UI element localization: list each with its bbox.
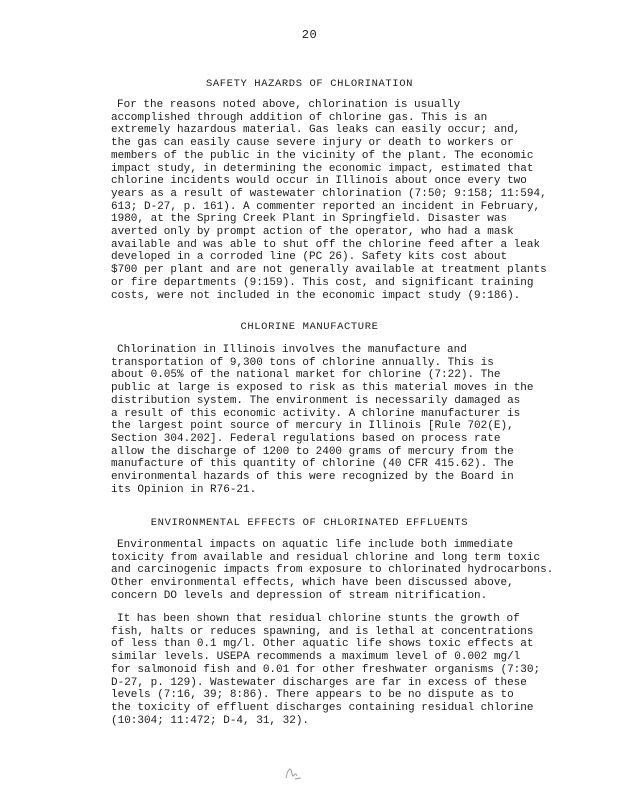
text-line: developed in a corroded line (PC 26). Safety kits cost about (111, 251, 508, 264)
text-line: Chlorination in Illinois involves the manufacture and (117, 344, 467, 356)
text-line: averted only by prompt action of the operator, who had a mask (111, 226, 514, 239)
text-line: Other environmental effects, which have been discussed above, (111, 577, 514, 590)
text-line: toxicity from available and residual chlorine and long term toxic (111, 551, 541, 564)
text-line: environmental hazards of this were recognized by the Board in (111, 471, 514, 484)
text-line: transportation of 9,300 tons of chlorine annually. This is (111, 356, 494, 369)
text-line: levels (7:16, 39; 8:86). There appears to be no dispute as to (111, 689, 514, 702)
text-line: the toxicity of effluent discharges containing residual chlorine (111, 701, 534, 714)
paragraph-chlorine-manufacture (111, 344, 557, 496)
text-line: costs, were not included in the economic impact study (9:186). (111, 289, 521, 302)
text-line: (10:304; 11:472; D-4, 31, 32). (111, 714, 310, 727)
text-line: Environmental impacts on aquatic life include both immediate (117, 539, 514, 551)
text-line: $700 per plant and are not generally available at treatment plants (111, 264, 547, 277)
text-line: about 0.05% of the national market for chlorine (7:22). The (111, 369, 501, 382)
text-line: Section 304.202]. Federal regulations based on process rate (111, 432, 501, 445)
text-line: distribution system. The environment is necessarily damaged as (111, 394, 521, 407)
handwritten-initials-mark (282, 762, 304, 784)
paragraph-safety-hazards (111, 99, 557, 302)
text-line: concern DO levels and depression of stream nitrification. (111, 589, 488, 602)
page-number: 20 (301, 28, 318, 42)
paragraph-residual-chlorine-toxicity (111, 613, 557, 727)
text-line: fish, halts or reduces spawning, and is lethal at concentrations (111, 625, 534, 638)
text-line: a result of this economic activity. A chlorine manufacturer is (111, 407, 521, 420)
text-line: For the reasons noted above, chlorination is usually (117, 99, 461, 111)
text-line: years as a result of wastewater chlorination (7:50; 9:158; 11:594, (111, 187, 547, 200)
text-line: for salmonoid fish and 0.01 for other freshwater organisms (7:30; (111, 663, 541, 676)
text-line: or fire departments (9:159). This cost, and significant training (111, 276, 534, 289)
section-heading-chlorine-manufacture: CHLORINE MANUFACTURE (240, 321, 379, 333)
text-line: public at large is exposed to risk as this material moves in the (111, 382, 534, 395)
text-line: members of the public in the vicinity of the plant. The economic (111, 149, 534, 162)
text-line: It has been shown that residual chlorine stunts the growth of (117, 613, 520, 625)
text-line: accomplished through addition of chlorine gas. This is an (111, 111, 488, 124)
text-line: the gas can easily cause severe injury or death to workers or (111, 137, 514, 150)
text-line: similar levels. USEPA recommends a maximum level of 0.002 mg/l (111, 651, 521, 664)
text-line: of less than 0.1 mg/l. Other aquatic life shows toxic effects at (111, 638, 534, 651)
text-line: 613; D-27, p. 161). A commenter reported an incident in February, (111, 200, 541, 213)
text-line: available and was able to shut off the chlorine feed after a leak (111, 238, 541, 251)
text-line: its Opinion in R76-21. (111, 483, 257, 496)
text-line: allow the discharge of 1200 to 2400 grams of mercury from the (111, 445, 514, 458)
paragraph-environmental-impacts (111, 539, 557, 603)
text-line: manufacture of this quantity of chlorine (40 CFR 415.62). The (111, 458, 514, 471)
section-heading-safety-hazards: SAFETY HAZARDS OF CHLORINATION (205, 78, 414, 90)
text-line: the largest point source of mercury in Illinois [Rule 702(E), (111, 420, 514, 433)
text-line: 1980, at the Spring Creek Plant in Springfield. Disaster was (111, 213, 508, 226)
text-line: chlorine incidents would occur in Illinois about once every two (111, 175, 527, 188)
text-line: impact study, in determining the economic impact, estimated that (111, 162, 534, 175)
text-line: and carcinogenic impacts from exposure to chlorinated hydrocarbons. (111, 564, 554, 577)
text-line: D-27, p. 129). Wastewater discharges are far in excess of these (111, 676, 527, 689)
section-heading-environmental-effects: ENVIRONMENTAL EFFECTS OF CHLORINATED EFFLUENTS (150, 517, 469, 529)
text-line: extremely hazardous material. Gas leaks can easily occur; and, (111, 124, 521, 137)
